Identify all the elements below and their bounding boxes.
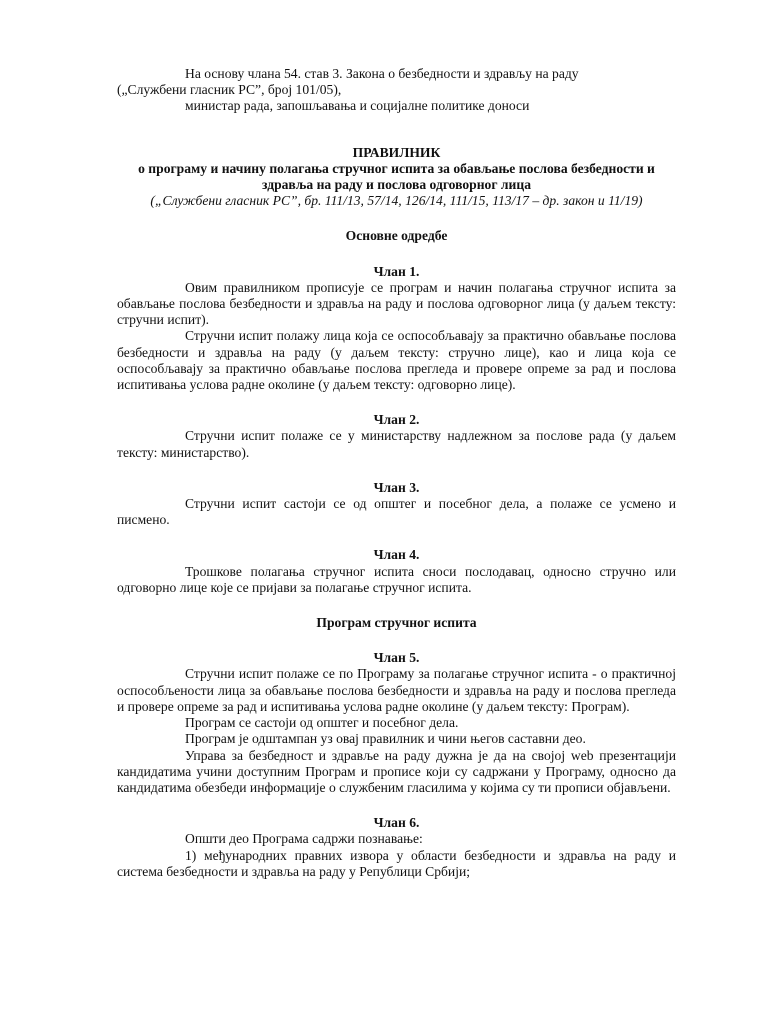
article-5-paragraph-2: Програм се састоји од општег и посебног дела. xyxy=(185,715,459,731)
article-1-paragraph-1: Овим правилником прописује се програм и начин полагања стручног испита за обављање послова безбедности и здравља на раду и послова одговорног лица (у даљем тексту: стручни испит). xyxy=(117,279,676,328)
article-4-paragraph-1: Трошкове полагања стручног испита сноси послодавац, односно стручно или одговорно лице које се пријави за полагање стручног испита. xyxy=(117,563,676,595)
spacer xyxy=(117,596,676,615)
section-heading-program: Програм стручног испита xyxy=(316,615,477,631)
article-1-heading: Члан 1. xyxy=(373,263,420,279)
spacer xyxy=(117,209,676,228)
article-5-paragraph-1: Стручни испит полаже се по Програму за полагање стручног испита - о практичној оспособљености лица за обављање послова безбедности и здравља на раду и послова прегледа и провере опреме за рад и испитивања услова радне околине (у даљем тексту: Програм). xyxy=(117,666,676,714)
article-6-paragraph-2: 1) међународних правних извора у области безбедности и здравља на раду и система безбедности и здравља на раду у Републици Србији; xyxy=(117,847,676,879)
article-6-paragraph-1: Општи део Програма садржи познавање: xyxy=(185,831,423,847)
document-title: ПРАВИЛНИК xyxy=(352,144,441,160)
article-2-heading: Члан 2. xyxy=(373,412,420,428)
article-4-heading: Члан 4. xyxy=(373,547,420,563)
gazette-reference: („Службени гласник РС”, бр. 111/13, 57/14, 126/14, 111/15, 113/17 – др. закон и 11/19) xyxy=(150,193,643,209)
spacer xyxy=(117,393,676,412)
preamble-line-1: На основу члана 54. став 3. Закона о безбедности и здрављу на раду xyxy=(185,66,579,81)
article-2-paragraph-1: Стручни испит полаже се у министарству надлежном за послове рада (у даљем тексту: министарство). xyxy=(117,428,676,460)
spacer xyxy=(117,796,676,815)
article-1-paragraph-2: Стручни испит полажу лица која се оспособљавају за практично обављање послова безбедности и здравља на раду (у даљем тексту: стручно лице), као и лица која се оспособљавају за практично обављање послова прегледа и провере опреме за рад и послова испитивања услова радне околине (у даљем тексту: одговорно лице). xyxy=(117,328,676,393)
spacer xyxy=(117,461,676,480)
spacer xyxy=(117,245,676,264)
article-5-heading: Члан 5. xyxy=(373,650,420,666)
spacer xyxy=(117,528,676,547)
preamble-line-3: министар рада, запошљавања и социјалне политике доноси xyxy=(185,98,530,114)
document-subtitle: о програму и начину полагања стручног испита за обављање послова безбедности и здравља на раду и послова одговорног лица xyxy=(138,160,655,193)
article-5-paragraph-4: Управа за безбедност и здравље на раду дужна је да на својој web презентацији кандидатима учини доступним Програм и прописе који су садржани у Програму, односно да кандидатима обезбеди информације о службеним гласилима у којима су ти прописи објављени. xyxy=(117,747,676,795)
article-6-heading: Члан 6. xyxy=(373,815,420,831)
document-body xyxy=(117,66,676,880)
article-3-heading: Члан 3. xyxy=(373,479,420,495)
spacer xyxy=(117,631,676,650)
section-heading-basic: Основне одредбе xyxy=(345,228,448,244)
preamble-line-2: („Службени гласник РС”, број 101/05), xyxy=(117,82,342,98)
spacer xyxy=(117,115,676,145)
article-3-paragraph-1: Стручни испит састоји се од општег и посебног дела, а полаже се усмено и писмено. xyxy=(117,496,676,528)
article-5-paragraph-3: Програм је одштампан уз овај правилник и чини његов саставни део. xyxy=(185,731,586,747)
